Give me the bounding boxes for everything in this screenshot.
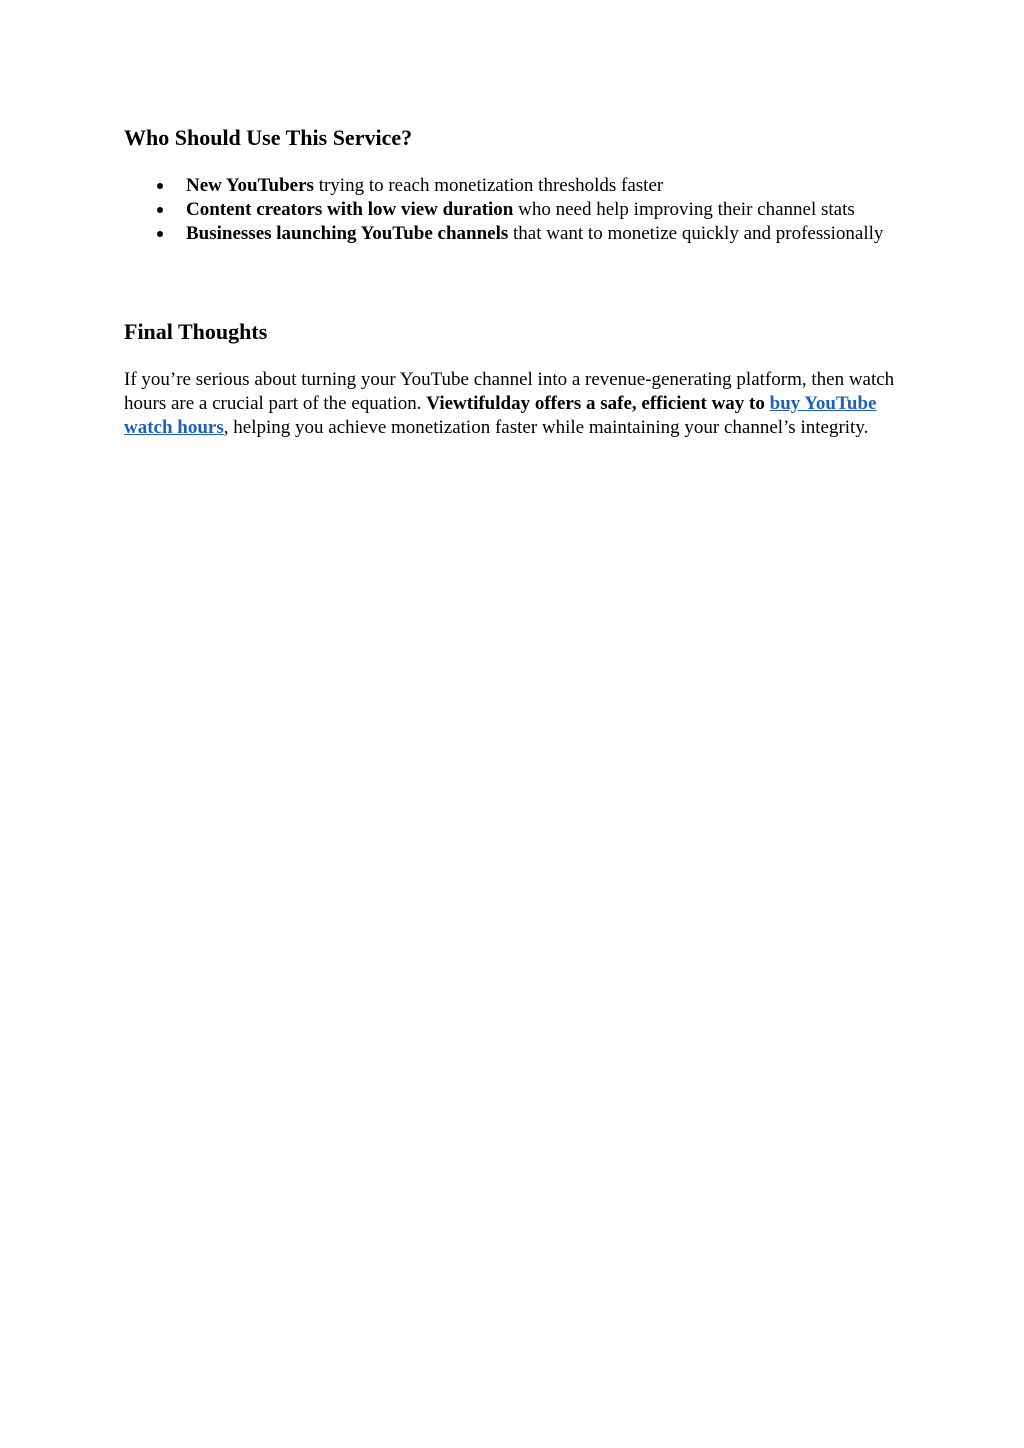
section-heading-who: Who Should Use This Service?	[124, 125, 413, 150]
list-item-text: that want to monetize quickly and professionally	[508, 223, 884, 244]
bullet-icon	[157, 231, 163, 237]
list-item-text: who need help improving their channel stats	[513, 199, 855, 220]
paragraph-text: If you’re serious about turning your YouTube channel into a revenue-generating platform, then watch hours are a crucial part of the equation.	[124, 369, 895, 414]
list-item-bold: Content creators with low view duration	[186, 199, 514, 220]
list-item-text: trying to reach monetization thresholds faster	[313, 175, 664, 196]
section-heading-final: Final Thoughts	[124, 319, 268, 344]
list-item	[124, 174, 900, 198]
bullet-icon	[157, 183, 163, 189]
list-item-bold: New YouTubers	[186, 175, 314, 196]
list-item	[124, 198, 900, 222]
paragraph-bold-text: Viewtifulday offers a safe, efficient way to	[426, 393, 770, 414]
paragraph-text-end: , helping you achieve monetization faster while maintaining your channel’s integrity.	[223, 417, 869, 438]
list-item	[124, 222, 900, 246]
audience-list	[124, 174, 900, 246]
buy-watch-hours-link[interactable]: buy YouTube watch hours	[124, 393, 877, 438]
final-paragraph	[124, 368, 900, 440]
bullet-icon	[157, 207, 163, 213]
list-item-bold: Businesses launching YouTube channels	[186, 223, 509, 244]
